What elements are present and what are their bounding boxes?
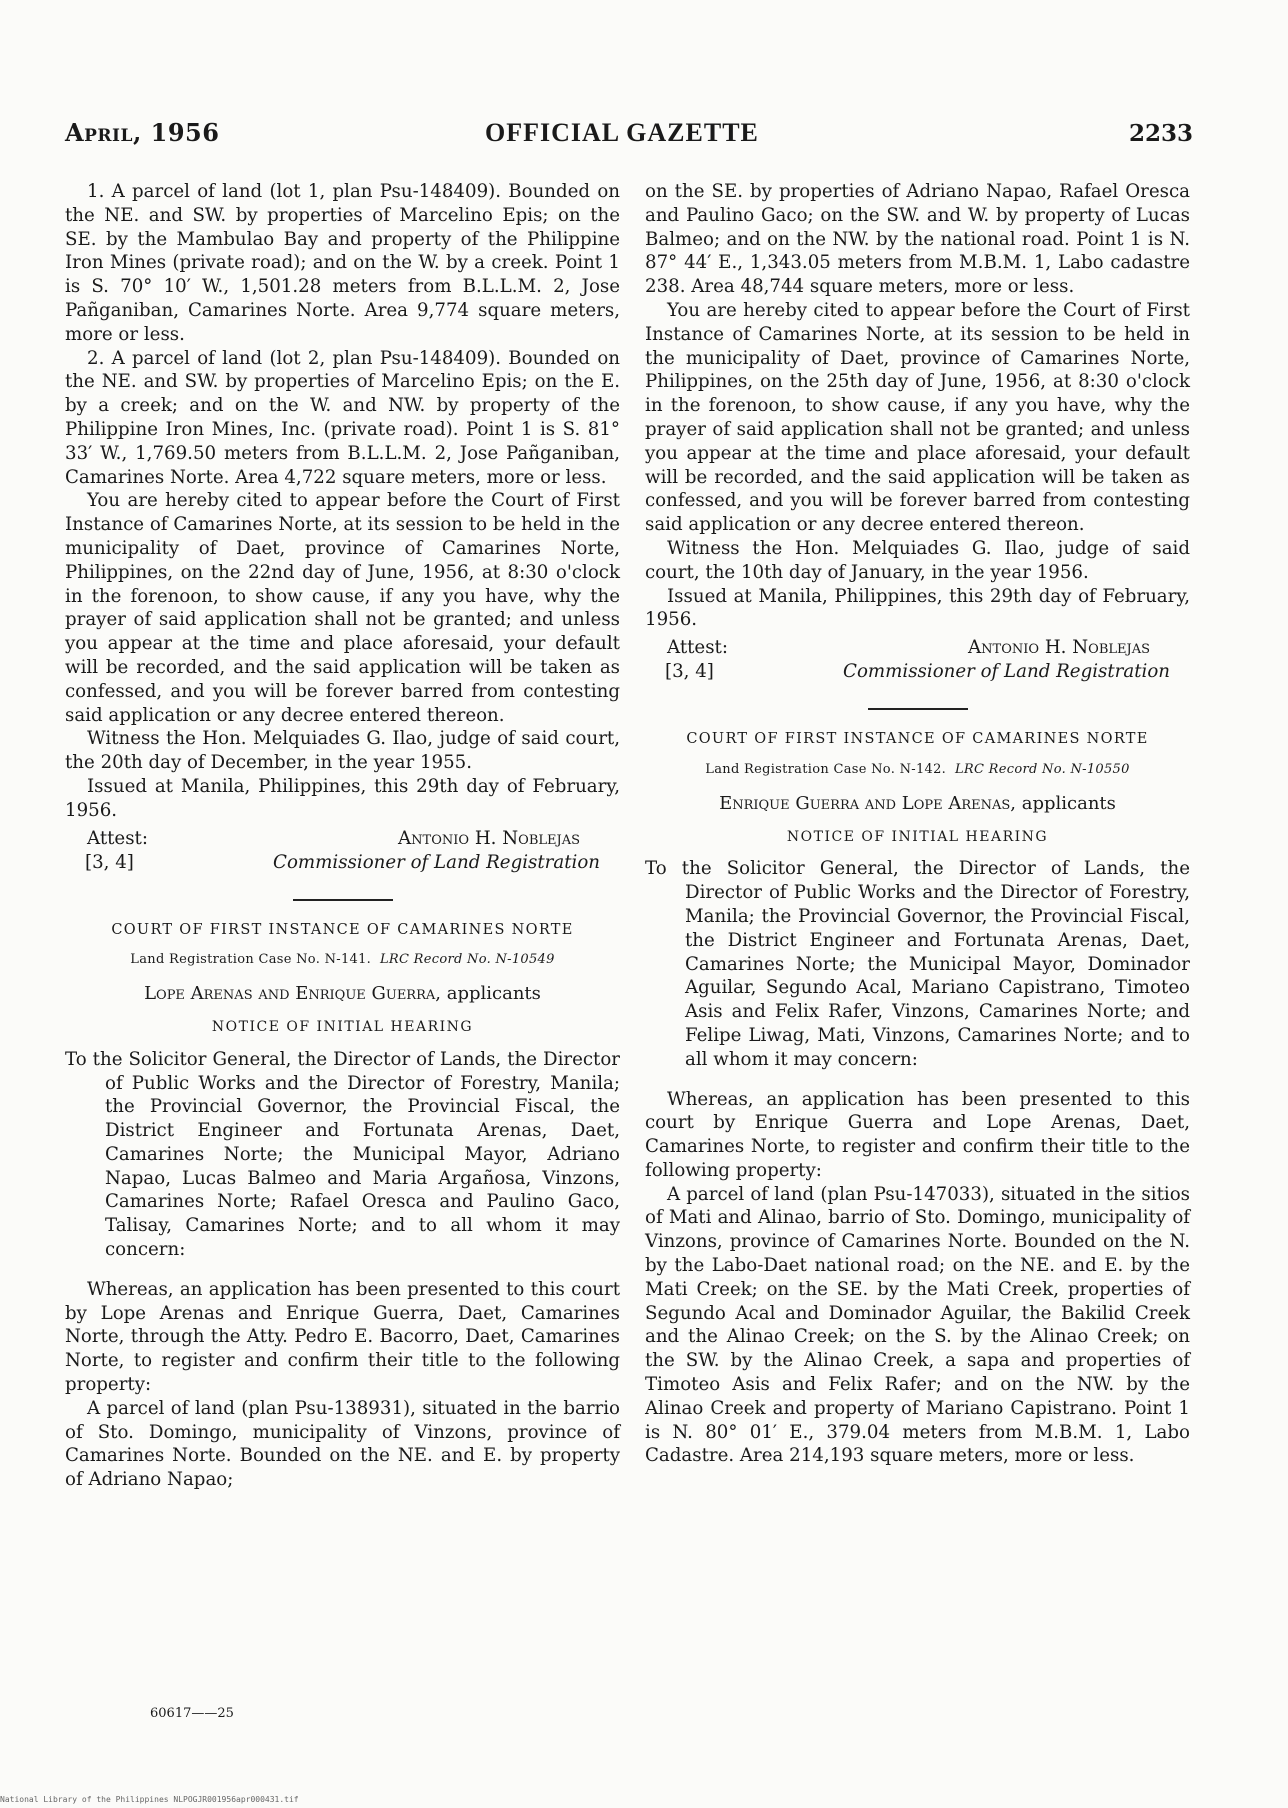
attestation-block (645, 636, 1190, 688)
court-heading: COURT OF FIRST INSTANCE OF CAMARINES NORTE (686, 731, 1149, 748)
commissioner-name: Antonio H. Noblejas (968, 637, 1150, 659)
applicants-word: applicants (446, 983, 541, 1005)
printer-number: 60617——25 (150, 1706, 234, 1721)
continued-paragraph: on the SE. by properties of Adriano Napao, Rafael Oresca and Paulino Gaco; on the SW. and W. by property of Lucas Balmeo; and on the NW. by the national road. Point 1 is N. 87° 44′ E., 1,343.05 meters from M.B.M. 1, Labo cadastre 238. Area 48,744 square meters, more or less. (645, 181, 1190, 298)
commissioner-title: Commissioner of Land Registration (273, 851, 600, 873)
citation-paragraph: You are hereby cited to appear before the Court of First Instance of Camarines Norte, at its session to be held in the municipality of Daet, province of Camarines Norte, Philippines, on the 25th day of June, 1956, at 8:30 o'clock in the forenoon, to show cause, if any you have, why the prayer of said application shall not be granted; and unless you appear at the time and place aforesaid, your default will be recorded, and the said application will be taken as confessed, and you will be forever barred from contesting said application or any decree entered thereon. (645, 299, 1190, 536)
witness-paragraph: Witness the Hon. Melquiades G. Ilao, judge of said court, the 10th day of January, in the year 1956. (645, 537, 1190, 583)
parcel-paragraph-1: 1. A parcel of land (lot 1, plan Psu-148409). Bounded on the NE. and SW. by properties of Marcelino Epis; on the SE. by the Mambulao Bay and property of the Philippine Iron Mines (private road); and on the W. by a creek. Point 1 is S. 70° 10′ W., 1,501.28 meters from B.L.L.M. 2, Jose Pañganiban, Camarines Norte. Area 9,774 square meters, more or less. (65, 181, 620, 345)
left-column (65, 180, 620, 1492)
notice-heading: NOTICE OF INITIAL HEARING (786, 828, 1049, 845)
witness-paragraph: Witness the Hon. Melquiades G. Ilao, judge of said court, the 20th day of December, in the year 1955. (65, 728, 620, 774)
case-line (65, 948, 620, 972)
page-header (65, 118, 1193, 160)
applicants-line (645, 792, 1190, 816)
court-heading: COURT OF FIRST INSTANCE OF CAMARINES NORTE (111, 921, 574, 938)
issued-paragraph: Issued at Manila, Philippines, this 29th day of February, 1956. (645, 585, 1190, 631)
parcel-paragraph-2: 2. A parcel of land (lot 2, plan Psu-148409). Bounded on the NE. and SW. by properties of Marcelino Epis; on the E. by a creek; and on the W. and NW. by property of the Philippine Iron Mines, Inc. (private road). Point 1 is S. 81° 33′ W., 1,769.50 meters from B.L.L.M. 2, Jose Pañganiban, Camarines Norte. Area 4,722 square meters, more or less. (65, 347, 620, 488)
attest-reference: [3, 4] (85, 851, 134, 873)
case-number: Land Registration Case No. N-142. (705, 761, 947, 777)
attest-reference: [3, 4] (665, 661, 714, 683)
case-line (645, 758, 1190, 782)
property-paragraph: A parcel of land (plan Psu-138931), situated in the barrio of Sto. Domingo, municipality of Vinzons, province of Camarines Norte. Bounded on the NE. and E. by property of Adriano Napao; (65, 1397, 620, 1491)
applicants-word: applicants (1021, 792, 1116, 814)
citation-paragraph: You are hereby cited to appear before the Court of First Instance of Camarines Norte, at its session to be held in the municipality of Daet, province of Camarines Norte, Philippines, on the 22nd day of June, 1956, at 8:30 o'clock in the forenoon, to show cause, if any you have, why the prayer of said application shall not be granted; and unless you appear at the time and place aforesaid, your default will be recorded, and the said application will be taken as confessed, and you will be forever barred from contesting said application or any decree entered thereon. (65, 490, 620, 726)
addressees-paragraph: To the Solicitor General, the Director of Lands, the Director of Public Works and the Director of Forestry, Manila; the Provincial Governor, the Provincial Fiscal, the District Engineer and Fortunata Arenas, Daet, Camarines Norte; the Municipal Mayor, Dominador Aguilar, Segundo Acal, Mariano Capistrano, Timoteo Asis and Felix Rafer, Vinzons, Camarines Norte; and Felipe Liwag, Mati, Vinzons, Camarines Norte; and to all whom it may concern: (645, 858, 1190, 1070)
record-number: LRC Record No. N-10549 (379, 952, 555, 968)
scan-source-note: National Library of the Philippines NLPOGJR001956apr000431.tif (0, 1795, 299, 1804)
application-paragraph: Whereas, an application has been presented to this court by Lope Arenas and Enrique Guerra, Daet, Camarines Norte, through the Atty. Pedro E. Bacorro, Daet, Camarines Norte, to register and confirm their title to the following property: (65, 1278, 620, 1396)
applicant-names: Enrique Guerra and Lope Arenas, (719, 792, 1016, 814)
applicant-names: Lope Arenas and Enrique Guerra, (144, 983, 441, 1005)
applicants-line (65, 982, 620, 1006)
section-divider (293, 899, 393, 901)
publication-title: OFFICIAL GAZETTE (485, 118, 759, 147)
record-number: LRC Record No. N-10550 (954, 761, 1130, 777)
attestation-block (65, 827, 620, 879)
addressees-paragraph: To the Solicitor General, the Director of Lands, the Director of Public Works and the Director of Forestry, Manila; the Provincial Governor, the Provincial Fiscal, the District Engineer and Fortunata Arenas, Daet, Camarines Norte; the Municipal Mayor, Adriano Napao, Lucas Balmeo and Maria Argañosa, Vinzons, Camarines Norte; Rafael Oresca and Paulino Gaco, Talisay, Camarines Norte; and to all whom it may concern: (65, 1048, 620, 1261)
issue-month: April, 1956 (65, 118, 220, 147)
attest-label: Attest: (87, 827, 148, 849)
property-paragraph: A parcel of land (plan Psu-147033), situated in the sitios of Mati and Alinao, barrio of Sto. Domingo, municipality of Vinzons, province of Camarines Norte. Bounded on the N. by the Labo-Daet national road; on the NE. and E. by the Mati Creek; on the SE. by the Mati Creek, properties of Segundo Acal and Dominador Aguilar, the Bakilid Creek and the Alinao Creek; on the S. by the Alinao Creek; on the SW. by the Alinao Creek, a sapa and properties of Timoteo Asis and Felix Rafer; and on the NW. by the Alinao Creek and property of Mariano Capistrano. Point 1 is N. 80° 01′ E., 379.04 meters from M.B.M. 1, Labo Cadastre. Area 214,193 square meters, more or less. (645, 1183, 1190, 1467)
application-paragraph: Whereas, an application has been presented to this court by Enrique Guerra and Lope Arenas, Daet, Camarines Norte, to register and confirm their title to the following property: (645, 1088, 1190, 1181)
section-divider (868, 708, 968, 710)
issued-paragraph: Issued at Manila, Philippines, this 29th day of February, 1956. (65, 775, 620, 821)
attest-label: Attest: (667, 637, 728, 659)
page-number: 2233 (1128, 120, 1193, 147)
commissioner-name: Antonio H. Noblejas (398, 827, 580, 849)
notice-heading: NOTICE OF INITIAL HEARING (211, 1018, 474, 1035)
right-column (645, 180, 1190, 1468)
commissioner-title: Commissioner of Land Registration (843, 661, 1170, 683)
case-number: Land Registration Case No. N-141. (130, 952, 372, 968)
